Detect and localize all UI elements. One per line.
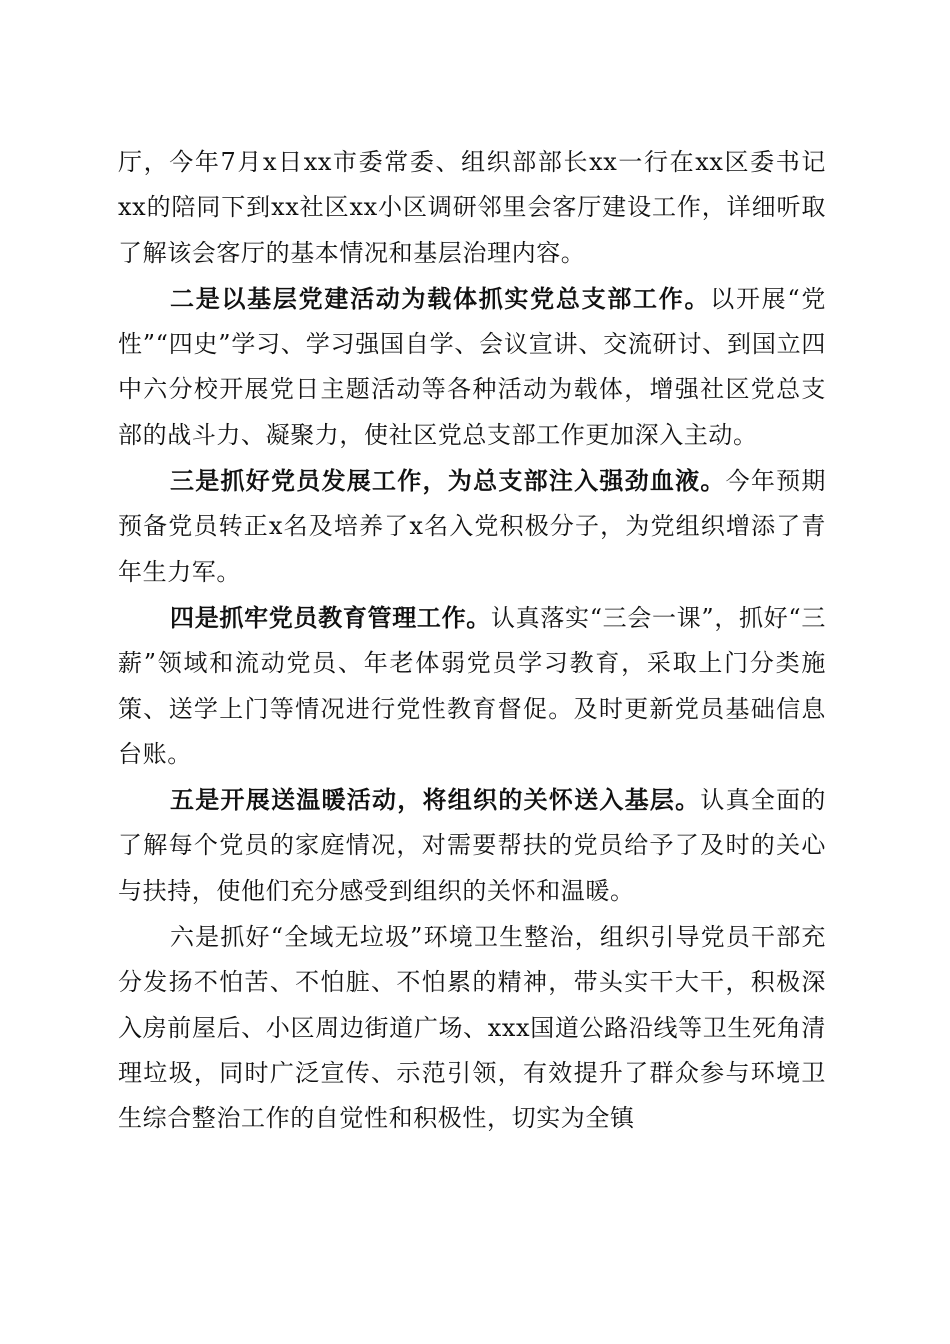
- paragraph-text: 认真全面的了解每个党员的家庭情况，对需要帮扶的党员给予了及时的关心与扶持，使他们充分感受到组织的关怀和温暖。: [118, 786, 826, 905]
- paragraph-heading: 四是抓牢党员教育管理工作。: [170, 602, 491, 632]
- paragraph-text: 六是抓好“全域无垃圾”环境卫生整治，组织引导党员干部充分发扬不怕苦、不怕脏、不怕累的精神，带头实干大干，积极深入房前屋后、小区周边街道广场、xxx国道公路沿线等卫生死角清理垃圾，同时广泛宣传、示范引领，有效提升了群众参与环境卫生综合整治工作的自觉性和积极性，切实为全镇: [118, 923, 826, 1133]
- document-page: [118, 140, 826, 1142]
- paragraph-continuation: [118, 140, 826, 276]
- paragraph-heading: 二是以基层党建活动为载体抓实党总支部工作。: [170, 283, 711, 313]
- paragraph-text: 厅，今年7月x日xx市委常委、组织部部长xx一行在xx区委书记xx的陪同下到xx社区xx小区调研邻里会客厅建设工作，详细听取了解该会客厅的基本情况和基层治理内容。: [118, 148, 826, 267]
- paragraph-environmental-sanitation: [118, 914, 826, 1141]
- paragraph-text: 认真落实“三会一课”，抓好“三薪”领域和流动党员、年老体弱党员学习教育，采取上门分类施策、送学上门等情况进行党性教育督促。及时更新党员基础信息台账。: [118, 603, 826, 768]
- paragraph-warmth-activities: [118, 777, 826, 914]
- paragraph-text: 以开展“党性”“四史”学习、学习强国自学、会议宣讲、交流研讨、到国立四中六分校开展党日主题活动等各种活动为载体，增强社区党总支部的战斗力、凝聚力，使社区党总支部工作更加深入主动。: [118, 284, 826, 449]
- paragraph-party-building-activities: [118, 276, 826, 458]
- paragraph-heading: 五是开展送温暖活动，将组织的关怀送入基层。: [170, 785, 701, 815]
- paragraph-member-development: [118, 458, 826, 595]
- paragraph-text: 今年预期预备党员转正x名及培养了x名入党积极分子，为党组织增添了青年生力军。: [118, 467, 826, 586]
- paragraph-heading: 三是抓好党员发展工作，为总支部注入强劲血液。: [170, 466, 726, 496]
- paragraph-member-education: [118, 595, 826, 777]
